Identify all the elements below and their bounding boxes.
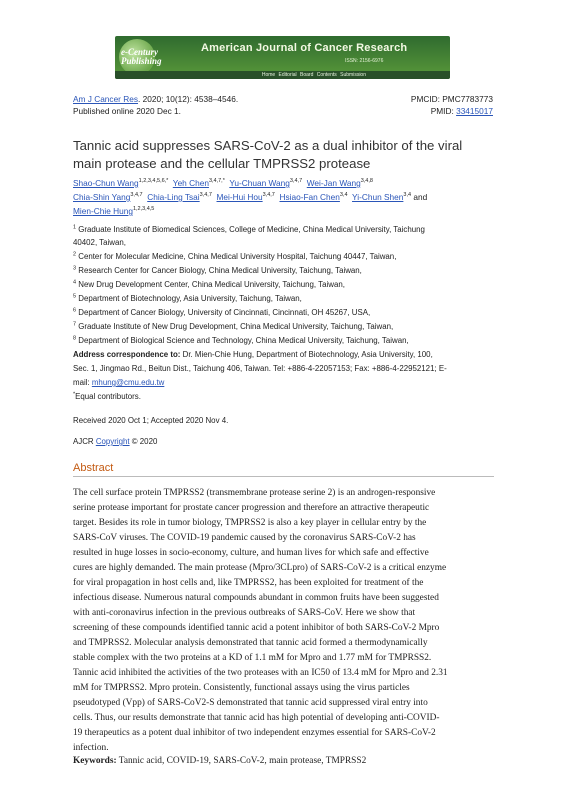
pmid: PMID: 33415017 bbox=[430, 106, 493, 116]
journal-banner[interactable] bbox=[115, 36, 450, 79]
affiliation: $^1$ Graduate Institute of Biomedical Sciences, College of Medicine, China Medical University, Taichung bbox=[73, 224, 425, 234]
affiliation: $^3$ Research Center for Cancer Biology, China Medical University, Taichung, Taiwan, bbox=[73, 265, 362, 275]
publisher-logo: e-Century Publishing bbox=[119, 39, 155, 75]
abstract-line: mM for TMPRSS2. Mpro protein. Consistently, functional assays using the virus particles bbox=[73, 683, 410, 693]
author-line-2: Chia-Shin Yang$^{3,4,7}$ Chia-Ling Tsai$^{3,4,7}$ Mei-Hui Hou$^{3,4,7}$ Hsiao-Fan Chen$^{3,4}$ Yi-Chun Shen$^{3,4}$ and bbox=[73, 192, 428, 202]
banner-nav[interactable]: Home Editorial Board Contents Submission bbox=[115, 71, 450, 79]
abstract-line: with anti-coronavirus infection in the previous outbreaks of SARS-CoV. Here we show that bbox=[73, 608, 416, 618]
published-date: Published online 2020 Dec 1. bbox=[73, 106, 181, 116]
affiliation: $^5$ Department of Biotechnology, Asia University, Taichung, Taiwan, bbox=[73, 293, 302, 303]
keywords: Keywords: Tannic acid, COVID-19, SARS-CoV-2, main protease, TMPRSS2 bbox=[73, 756, 367, 766]
author-link[interactable]: Wei-Jan Wang bbox=[306, 178, 361, 188]
abstract-line: Tannic acid inhibited the activities of the two proteases with an IC50 of 13.4 mM for Mpro and 2.31 bbox=[73, 668, 448, 678]
abstract-line: serine protease important for prostate cancer progression and therefore an attractive therapeutic bbox=[73, 503, 430, 513]
abstract-line: screening of these compounds identified tannic acid a potent inhibitor of both SARS-CoV-2 Mpro bbox=[73, 623, 440, 633]
abstract-line: stable complex with the two proteins at a KD of 1.1 mM for Mpro and 1.77 mM for TMPRSS2. bbox=[73, 653, 432, 663]
author-line-3: Mien-Chie Hung$^{1,2,3,4,5}$ bbox=[73, 206, 155, 216]
received-dates: Received 2020 Oct 1; Accepted 2020 Nov 4. bbox=[73, 416, 229, 425]
author-link[interactable]: Mei-Hui Hou bbox=[216, 192, 263, 202]
journal-title: American Journal of Cancer Research bbox=[201, 42, 408, 54]
abstract-line: infection. bbox=[73, 743, 109, 753]
affiliation: $^2$ Center for Molecular Medicine, China Medical University Hospital, Taichung 40447, Taiwan, bbox=[73, 251, 397, 261]
pmid-link[interactable]: 33415017 bbox=[456, 106, 493, 116]
copyright: AJCR Copyright © 2020 bbox=[73, 437, 158, 446]
author-link[interactable]: Yi-Chun Shen bbox=[352, 192, 404, 202]
copyright-link[interactable]: Copyright bbox=[95, 437, 130, 446]
journal-link[interactable]: Am J Cancer Res bbox=[73, 94, 139, 104]
abstract-line: cures are highly demanded. The main protease (Mpro/3CLpro) of SARS-CoV-2 is a critical enzyme bbox=[73, 563, 447, 573]
abstract-line: resulted in huge losses in socio-economy, culture, and human lives for which safe and effective bbox=[73, 548, 429, 558]
abstract-line: target. Besides its role in tumor biology, TMPRSS2 is also a key player in cellular entry by the bbox=[73, 518, 427, 528]
author-link[interactable]: Yu-Chuan Wang bbox=[229, 178, 290, 188]
affiliation: $^6$ Department of Cancer Biology, University of Cincinnati, Cincinnati, OH 45267, USA, bbox=[73, 307, 371, 317]
article-title: Tannic acid suppresses SARS-CoV-2 as a dual inhibitor of the viral main protease and the cellular TMPRSS2 protease bbox=[73, 138, 463, 171]
abstract-line: SARS-CoV viruses. The COVID-19 pandemic caused by the coronavirus SARS-CoV-2 has bbox=[73, 533, 416, 543]
author-link[interactable]: Shao-Chun Wang bbox=[73, 178, 139, 188]
abstract-line: for viral propagation in host cells and, like TMPRSS2, has been exploited for treatment of the bbox=[73, 578, 424, 588]
abstract-line: 19 therapeutics as a potent dual inhibitor of two independent enzymes essential for SARS-CoV-2 bbox=[73, 728, 436, 738]
pmcid: PMCID: PMC7783773 bbox=[410, 94, 493, 104]
affiliation: $^4$ New Drug Development Center, China Medical University, Taichung, Taiwan, bbox=[73, 279, 345, 289]
author-link[interactable]: Chia-Ling Tsai bbox=[147, 192, 200, 202]
affiliation: $^7$ Graduate Institute of New Drug Development, China Medical University, Taichung, Taiwan, bbox=[73, 321, 394, 331]
abstract-line: and TMPRSS2. Molecular analysis demonstrated that tannic acid formed a thermodynamically bbox=[73, 638, 428, 648]
email-link[interactable]: mhung@cmu.edu.tw bbox=[91, 378, 165, 387]
abstract-line: infectious disease. Numerous natural compounds abundant in common fruits have been suggested bbox=[73, 593, 439, 603]
abstract-rule bbox=[73, 476, 494, 477]
abstract-line: pseudotyped (Vpp) of SARS-CoV2-S demonstrated that tannic acid suppressed viral entry into bbox=[73, 698, 428, 708]
author-link[interactable]: Chia-Shin Yang bbox=[73, 192, 131, 202]
author-link[interactable]: Mien-Chie Hung bbox=[73, 206, 133, 216]
abstract-line: The cell surface protein TMPRSS2 (transmembrane protease serine 2) is an androgen-responsive bbox=[73, 488, 436, 498]
correspondence-line: Sec. 1, Jingmao Rd., Beitun Dist., Taichung 406, Taiwan. Tel: +886-4-22057153; Fax: +886-4-22952121; E- bbox=[73, 364, 447, 373]
affiliation: $^8$ Department of Biological Science and Technology, China Medical University, Taichung, Taiwan, bbox=[73, 335, 409, 345]
citation: Am J Cancer Res. 2020; 10(12): 4538–4546. bbox=[73, 94, 239, 104]
abstract-line: cells. Thus, our results demonstrate that tannic acid has high potential of developing anti-COVID- bbox=[73, 713, 440, 723]
affiliation: 40402, Taiwan, bbox=[73, 238, 126, 247]
author-link[interactable]: Yeh Chen bbox=[172, 178, 209, 188]
author-link[interactable]: Hsiao-Fan Chen bbox=[279, 192, 340, 202]
abstract-body bbox=[73, 486, 497, 756]
correspondence: Address correspondence to: Dr. Mien-Chie Hung, Department of Biotechnology, Asia University, 100, bbox=[73, 350, 433, 359]
equal-contributors: *Equal contributors. bbox=[73, 391, 141, 401]
abstract-heading: Abstract bbox=[73, 462, 114, 474]
author-line-1: Shao-Chun Wang$^{1,2,3,4,5,6,*}$ Yeh Chen$^{3,4,7,*}$ Yu-Chuan Wang$^{3,4,7}$ Wei-Jan Wang$^{3,4,8}$ bbox=[73, 178, 373, 188]
issn: ISSN: 2156-6976 bbox=[345, 58, 384, 64]
correspondence-line: mail: mhung@cmu.edu.tw bbox=[73, 378, 165, 387]
